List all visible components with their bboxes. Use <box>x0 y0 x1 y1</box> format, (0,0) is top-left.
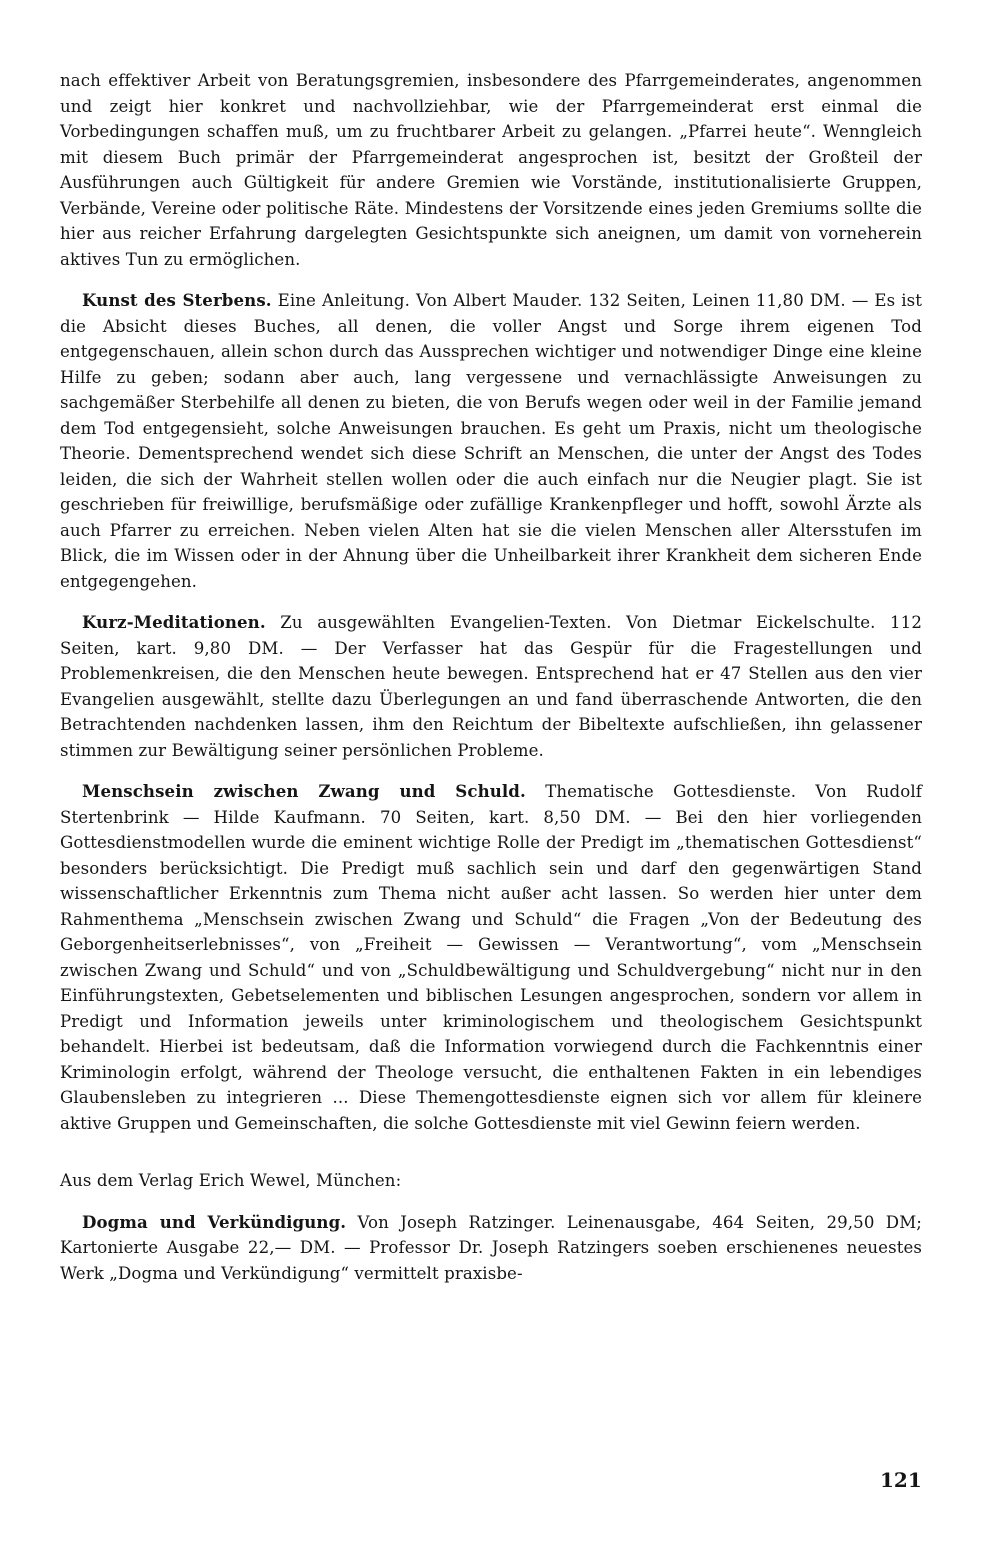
book-title: Kunst des Sterbens. <box>82 290 272 310</box>
book-entry-kunst-des-sterbens <box>60 288 922 594</box>
book-title: Dogma und Verkündigung. <box>82 1211 347 1232</box>
book-title: Menschsein zwischen Zwang und Schuld. <box>82 781 526 801</box>
publisher-heading: Aus dem Verlag Erich Wewel, München: <box>60 1171 402 1190</box>
page-number: 121 <box>880 1468 922 1492</box>
book-entry-dogma-und-verkuendigung <box>60 1210 922 1287</box>
book-entry-menschsein <box>60 779 922 1136</box>
book-description: Von Joseph Ratzinger. Leinenausgabe, 464 Seiten, 29,50 DM; Kartonierte Ausgabe 22,— DM. — Professor Dr. Joseph Ratzingers soeben erschienenes neuestes Werk „Dogma und Verkündigung“ vermittelt praxisbe- <box>60 1212 922 1283</box>
book-description: Thematische Gottesdienste. Von Rudolf Stertenbrink — Hilde Kaufmann. 70 Seiten, kart. 8,50 DM. — Bei den hier vorliegenden Gottesdienstmodellen wurde die eminent wichtige Rolle der Predigt im „thematischen Gottesdienst“ besonders berücksichtigt. Die Predigt muß sachlich sein und darf den gegenwärtigen Stand wissenschaftlicher Erkenntnis zum Thema nicht außer acht lassen. So werden hier unter dem Rahmenthema „Menschsein zwischen Zwang und Schuld“ die Fragen „Von der Bedeutung des Geborgenheitserlebnisses“, von „Freiheit — Gewissen — Verantwortung“, vom „Menschsein zwischen Zwang und Schuld“ und von „Schuldbewältigung und Schuldvergebung“ nicht nur in den Einführungstexten, Gebetselementen und biblischen Lesungen angesprochen, sondern vor allem in Predigt und Information jeweils unter kriminologischem und theologischem Gesichtspunkt behandelt. Hierbei ist bedeutsam, daß die Information vorwiegend durch die Fachkenntnis einer Kriminologin erfolgt, während der Theologe versucht, die enthaltenen Fakten in ein lebendiges Glaubensleben zu integrieren ... Diese Themengottesdienste eignen sich vor allem für kleinere aktive Gruppen und Gemeinschaften, die solche Gottesdienste mit viel Gewinn feiern werden. <box>60 782 923 1133</box>
book-title: Kurz-Meditationen. <box>82 612 266 632</box>
page-body <box>60 68 922 1286</box>
book-entry-kurz-meditationen <box>60 610 922 763</box>
intro-paragraph: nach effektiver Arbeit von Beratungsgremien, insbesondere des Pfarrgemeinderates, angenommen und zeigt hier konkret und nachvollziehbar, wie der Pfarrgemeinderat erst einmal die Vorbedingungen schaffen muß, um zu fruchtbarer Arbeit zu gelangen. „Pfarrei heute“. Wenngleich mit diesem Buch primär der Pfarrgemeinderat angesprochen ist, besitzt der Großteil der Ausführungen auch Gültigkeit für andere Gremien wie Vorstände, institutionalisierte Gruppen, Verbände, Vereine oder politische Räte. Mindestens der Vorsitzende eines jeden Gremiums sollte die hier aus reicher Erfahrung dargelegten Gesichtspunkte sich aneignen, um damit von vorneherein aktives Tun zu ermöglichen. <box>60 71 922 269</box>
book-description: Eine Anleitung. Von Albert Mauder. 132 Seiten, Leinen 11,80 DM. — Es ist die Absicht dieses Buches, all denen, die voller Angst und Sorge ihrem eigenen Tod entgegenschauen, allein schon durch das Aussprechen wichtiger und notwendiger Dinge eine kleine Hilfe zu geben; sodann aber auch, lang vergessene und vernachlässigte Anweisungen zu sachgemäßer Sterbehilfe all denen zu bieten, die von Berufs wegen oder weil in der Familie jemand dem Tod entgegensieht, solche Anweisungen brauchen. Es geht um Praxis, nicht um theologische Theorie. Dementsprechend wendet sich diese Schrift an Menschen, die unter der Angst des Todes leiden, die sich der Wahrheit stellen wollen oder die auch einfach nur die Neugier plagt. Sie ist geschrieben für freiwillige, berufsmäßige oder zufällige Krankenpfleger und hofft, sowohl Ärzte als auch Pfarrer zu erreichen. Neben vielen Alten hat sie die vielen Menschen aller Altersstufen im Blick, die im Wissen oder in der Ahnung über die Unheilbarkeit ihrer Krankheit dem sicheren Ende entgegengehen. <box>60 291 922 591</box>
book-description: Zu ausgewählten Evangelien-Texten. Von Dietmar Eickelschulte. 112 Seiten, kart. 9,80 DM. — Der Verfasser hat das Gespür für die Fragestellungen und Problemenkreisen, die den Menschen heute bewegen. Entsprechend hat er 47 Stellen aus den vier Evangelien ausgewählt, stellte dazu Überlegungen an und fand überraschende Antworten, die den Betrachtenden nachdenken lassen, ihm den Reichtum der Bibeltexte aufschließen, ihn gelassener stimmen zur Bewältigung seiner persönlichen Probleme. <box>60 613 922 760</box>
